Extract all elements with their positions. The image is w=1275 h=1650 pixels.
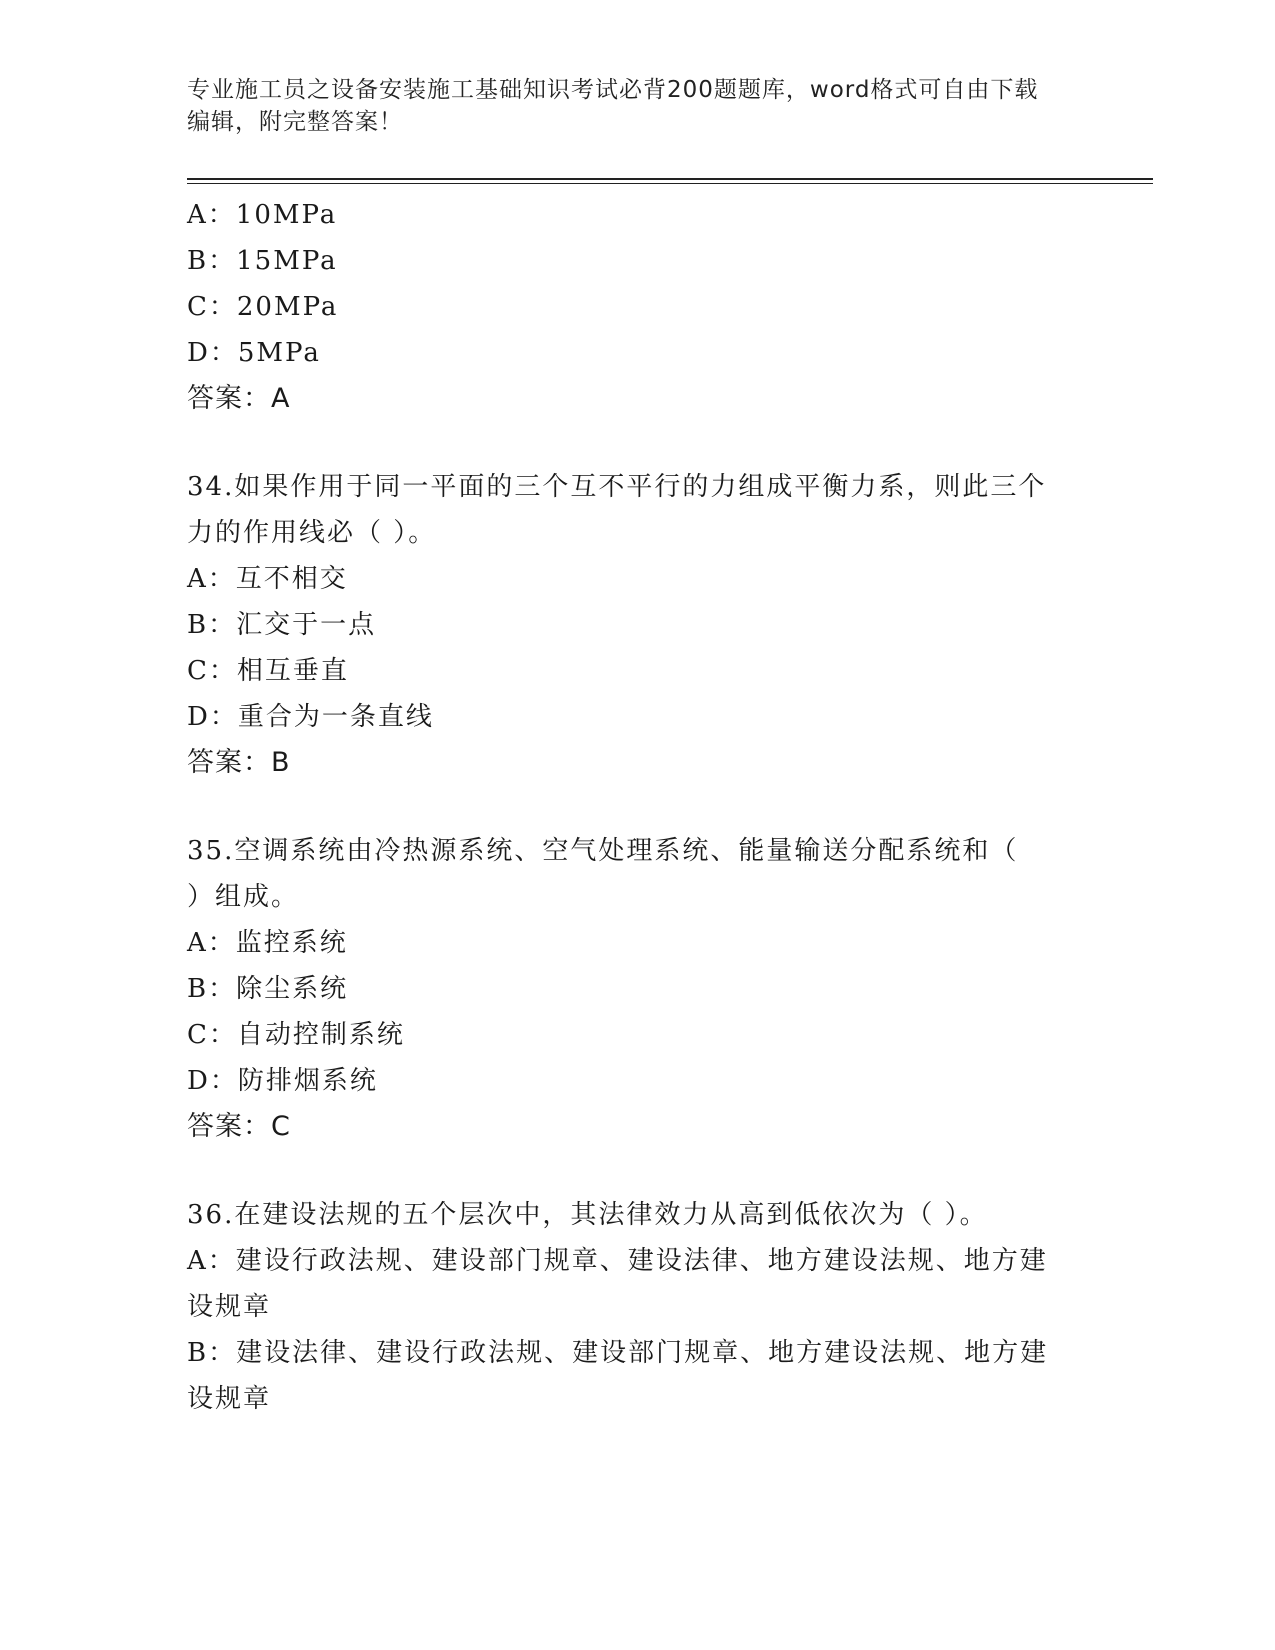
option-a: A：10MPa [187,200,338,230]
question-36-block [187,1192,1087,1422]
option-a: A：监控系统 [187,928,348,958]
answer-label: 答案：A [187,383,291,414]
document-header [187,74,1087,138]
header-title-line1: 专业施工员之设备安装施工基础知识考试必背200题题库，word格式可自由下载 [187,77,1039,103]
answer-label: 答案：B [187,747,291,778]
header-divider [187,178,1153,184]
option-d: D：5MPa [187,338,321,368]
answer-label: 答案：C [187,1111,291,1142]
spacer [187,786,1087,828]
option-a: A：互不相交 [187,564,348,594]
question-35-block [187,828,1087,1150]
header-title-line2: 编辑，附完整答案！ [187,109,403,135]
question-33-block [187,192,1087,422]
spacer [187,1150,1087,1192]
question-stem-continued: ）组成。 [187,882,300,912]
question-list [187,192,1087,1422]
question-stem: 35.空调系统由冷热源系统、空气处理系统、能量输送分配系统和（ [187,836,1019,866]
option-b: B：汇交于一点 [187,610,377,640]
option-a: A：建设行政法规、建设部门规章、建设法律、地方建设法规、地方建 [187,1246,1048,1276]
option-c: C：相互垂直 [187,656,349,686]
option-b-continued: 设规章 [187,1384,272,1414]
option-c: C：20MPa [187,292,339,322]
option-d: D：防排烟系统 [187,1066,378,1096]
spacer [187,422,1087,464]
question-34-block [187,464,1087,786]
option-b: B：建设法律、建设行政法规、建设部门规章、地方建设法规、地方建 [187,1338,1049,1368]
option-b: B：除尘系统 [187,974,349,1004]
question-stem: 34.如果作用于同一平面的三个互不平行的力组成平衡力系，则此三个 [187,472,1047,502]
option-c: C：自动控制系统 [187,1020,405,1050]
option-a-continued: 设规章 [187,1292,272,1322]
question-stem-continued: 力的作用线必（ ）。 [187,518,437,548]
question-stem: 36.在建设法规的五个层次中，其法律效力从高到低依次为（ ）。 [187,1200,988,1230]
option-d: D：重合为一条直线 [187,702,434,732]
option-b: B：15MPa [187,246,338,276]
